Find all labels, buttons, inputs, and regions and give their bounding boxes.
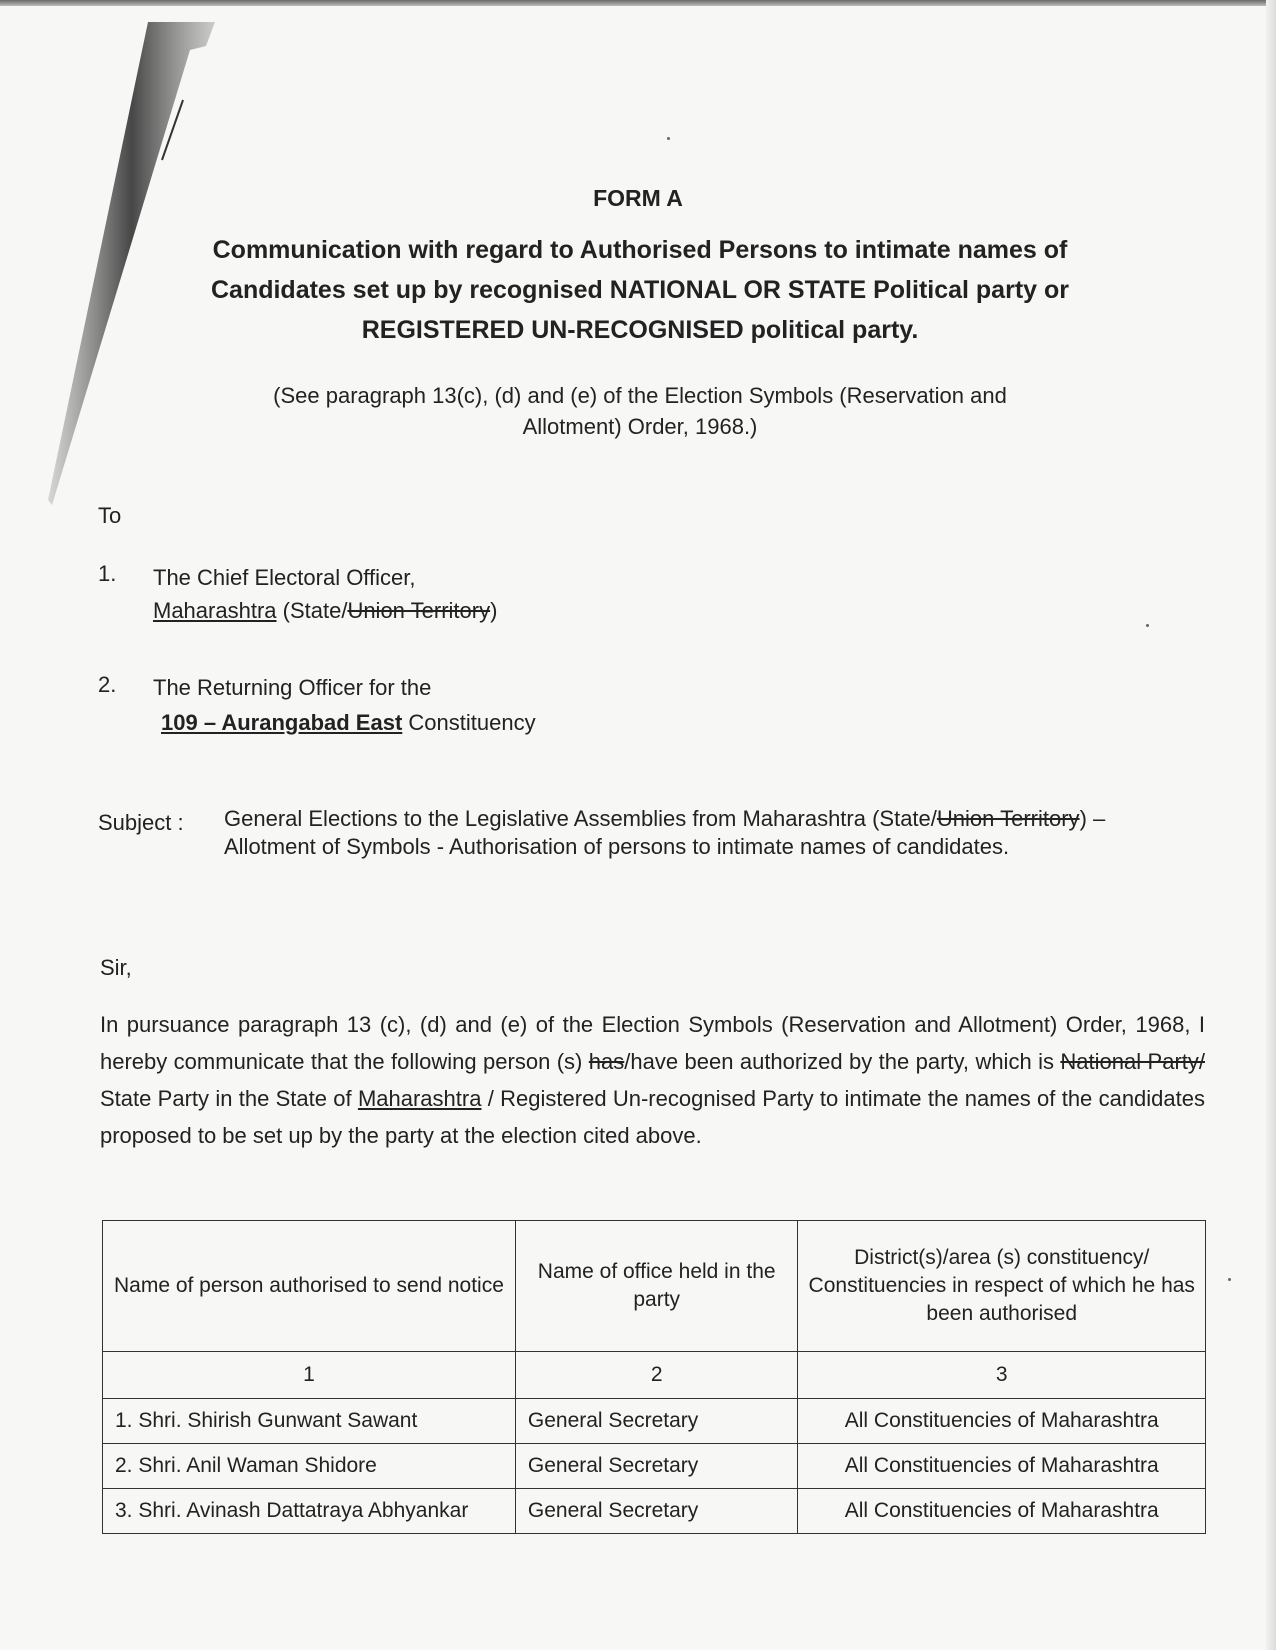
body-part: In pursuance paragraph 13 (c), (d) and (e) of the Election Symbols (Reservation and Allotment) Order, 1968, I hereby communicate that the following person (s) [100,1012,1205,1074]
scan-speck [667,137,670,140]
constituency-scope: All Constituencies of Maharashtra [798,1489,1206,1534]
heading-line: Communication with regard to Authorised Persons to intimate names of [212,236,1068,264]
addressee-returning-officer [153,670,536,740]
addressee-number: 2. [98,672,117,697]
constituency-scope: All Constituencies of Maharashtra [798,1399,1206,1444]
struck-text: Union Territory [936,806,1080,831]
salutation: Sir, [100,955,132,980]
struck-text: has [588,1049,625,1074]
state-name: Maharashtra [153,598,277,623]
scan-right-edge [1266,0,1276,1650]
body-part: / Registered Un-recognised Party to intimate the names of the candidates proposed to be set up by the party at the election cited above. [100,1086,1205,1148]
addressee-line: The Returning Officer for the [153,675,432,700]
subject-part: ) – Allotment of Symbols - Authorisation of persons to intimate names of candidates. [224,806,1106,859]
body-part: State Party in the State of [100,1086,358,1111]
body-part: /have been authorized by the party, which is [624,1049,1061,1074]
form-heading [140,230,1140,350]
office-held: General Secretary [515,1399,798,1444]
addressee-number: 1. [98,561,117,586]
column-header: District(s)/area (s) constituency/ Constituencies in respect of which he has been authorised [798,1221,1206,1352]
to-label: To [98,503,122,528]
constituency-line [153,705,536,740]
person-name: 3. Shri. Avinash Dattatraya Abhyankar [103,1489,516,1534]
scan-speck [1228,1278,1231,1281]
person-name: 2. Shri. Anil Waman Shidore [103,1444,516,1489]
form-title: FORM A [593,185,683,211]
person-name: 1. Shri. Shirish Gunwant Sawant [103,1399,516,1444]
reference-line: (See paragraph 13(c), (d) and (e) of the Election Symbols (Reservation and [273,383,1007,408]
constituency-scope: All Constituencies of Maharashtra [798,1444,1206,1489]
constituency-suffix: Constituency [402,710,536,735]
table-header-row [103,1221,1206,1352]
state-name: Maharashtra [357,1086,482,1111]
addressee-chief-electoral-officer [153,561,497,627]
heading-line: Candidates set up by recognised NATIONAL OR STATE Political party or [210,276,1069,304]
subject-part: General Elections to the Legislative Assemblies from Maharashtra (State/ [224,806,937,831]
scan-speck [1146,624,1149,627]
heading-line: REGISTERED UN-RECOGNISED political party. [361,316,919,344]
column-number: 2 [515,1352,798,1399]
addressee-state-line [153,594,497,627]
struck-text: Union Territory [347,598,491,623]
struck-text: National Party/ [1060,1049,1205,1074]
table-row [103,1399,1206,1444]
close-paren: ) [490,598,498,623]
table-row [103,1444,1206,1489]
authorised-persons-table [102,1220,1206,1534]
constituency-name: 109 – Aurangabad East [161,710,403,735]
reference-note [180,380,1100,442]
column-number-row [103,1352,1206,1399]
addressee-line: The Chief Electoral Officer, [153,565,416,590]
subject-label: Subject : [98,810,184,835]
column-header: Name of office held in the party [515,1221,798,1352]
office-held: General Secretary [515,1489,798,1534]
body-paragraph [100,1006,1205,1154]
column-header: Name of person authorised to send notice [103,1221,516,1352]
table-row [103,1489,1206,1534]
reference-line: Allotment) Order, 1968.) [522,414,758,439]
office-held: General Secretary [515,1444,798,1489]
column-number: 1 [103,1352,516,1399]
subject-text [224,805,1124,861]
column-number: 3 [798,1352,1206,1399]
state-suffix: (State/ [276,598,348,623]
